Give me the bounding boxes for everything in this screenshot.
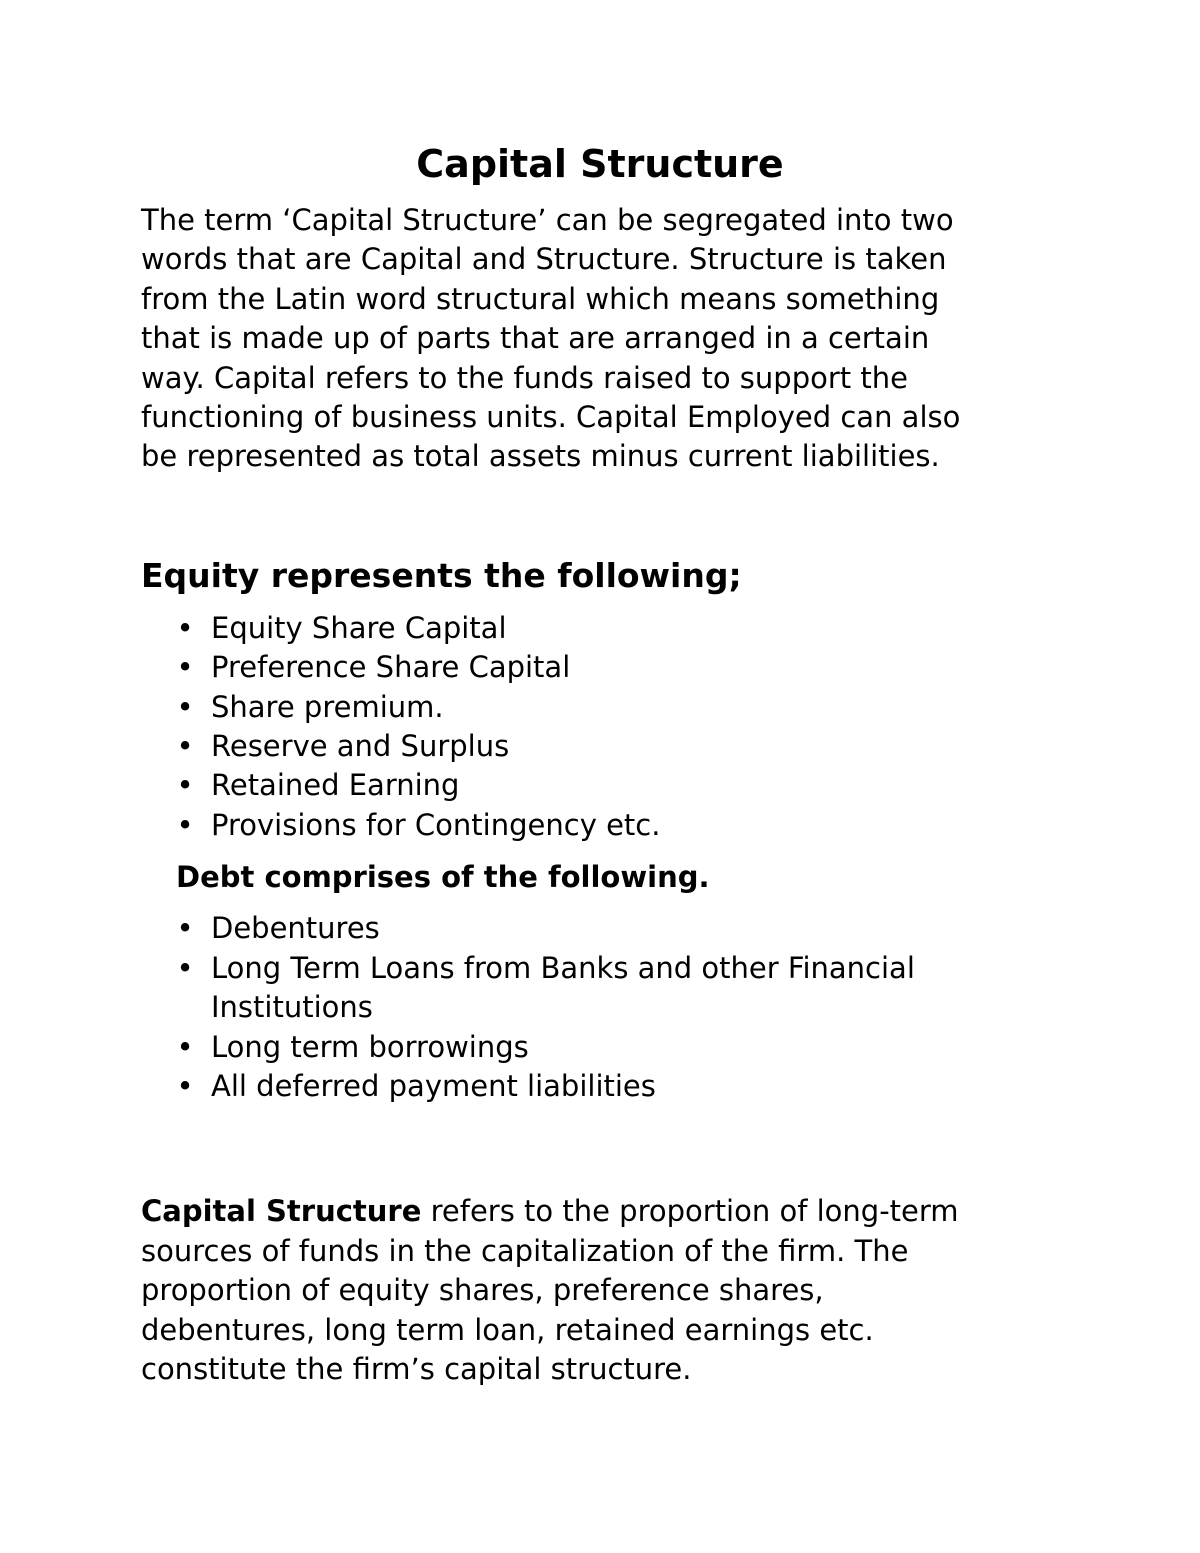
list-item [141, 909, 1061, 948]
list-item [141, 688, 1061, 727]
bullet-icon: • [176, 911, 194, 946]
list-item [141, 766, 1061, 805]
bullet-icon: • [176, 610, 194, 645]
list-item [141, 1067, 1061, 1106]
list-item-text: Reserve and Surplus [211, 729, 510, 764]
equity-heading: Equity represents the following; [141, 555, 742, 595]
intro-paragraph: The term ‘Capital Structure’ can be segregated into two words that are Capital and Structure. Structure is taken from the Latin word structural which means something that is made up of parts that are arranged in a certain way. Capital refers to the funds raised to support the functioning of business units. Capital Employed can also be represented as total assets minus current liabilities. [141, 203, 961, 474]
document-title: Capital Structure [416, 142, 784, 186]
list-item-text: Long term borrowings [211, 1029, 529, 1064]
closing-text: refers to the proportion of long-term sources of funds in the capitalization of the firm. The proportion of equity shares, preference shares, debentures, long term loan, retained earnings etc. constitute the firm’s capital structure. [141, 1194, 959, 1386]
closing-bold-term: Capital Structure [141, 1194, 422, 1229]
list-item-text: Long Term Loans from Banks and other Financial Institutions [211, 950, 915, 1025]
list-item [141, 806, 1061, 845]
closing-paragraph [141, 1192, 1061, 1389]
list-item-text: Preference Share Capital [211, 650, 571, 685]
list-item-text: Debentures [211, 911, 380, 946]
list-item [141, 609, 1061, 648]
bullet-icon: • [176, 768, 194, 803]
bullet-icon: • [176, 807, 194, 842]
bullet-icon: • [176, 650, 194, 685]
bullet-icon: • [176, 950, 194, 985]
list-item [141, 949, 1061, 1028]
bullet-icon: • [176, 1029, 194, 1064]
list-item-text: Provisions for Contingency etc. [211, 807, 661, 842]
list-item-text: Equity Share Capital [211, 610, 507, 645]
equity-list [141, 609, 1061, 845]
list-item [141, 1028, 1061, 1067]
bullet-icon: • [176, 729, 194, 764]
list-item-text: All deferred payment liabilities [211, 1068, 656, 1103]
list-item-text: Share premium. [211, 689, 444, 724]
bullet-icon: • [176, 1068, 194, 1103]
debt-heading: Debt comprises of the following. [176, 860, 710, 895]
document-page [141, 140, 1061, 1389]
debt-list [141, 909, 1061, 1106]
list-item [141, 648, 1061, 687]
bullet-icon: • [176, 689, 194, 724]
list-item [141, 727, 1061, 766]
list-item-text: Retained Earning [211, 768, 460, 803]
